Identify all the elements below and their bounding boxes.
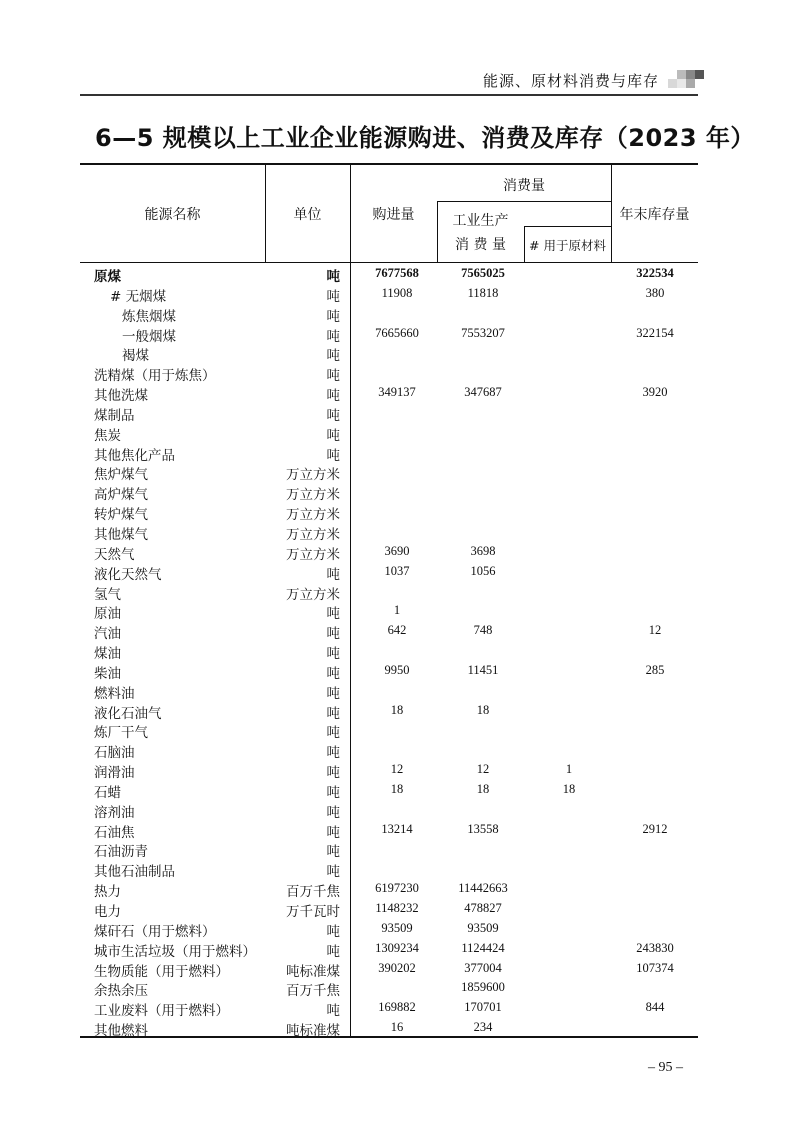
table-row [80,283,698,303]
unit-cell: 吨 [326,784,340,801]
energy-name-cell: 天然气 [94,546,135,563]
purchase-cell: 13214 [381,821,413,836]
table-row [80,303,698,323]
unit-cell: 吨 [326,606,340,623]
unit-cell: 吨 [326,269,340,285]
table-row [80,819,698,839]
table-row [80,858,698,881]
energy-name-cell: # 无烟煤 [110,288,167,305]
table-row [80,581,698,601]
unit-cell: 万立方米 [286,586,340,603]
table-row [80,739,698,762]
purchase-cell: 18 [390,781,404,796]
industrial-consumption-cell: 11818 [467,285,499,300]
inventory-cell: 3920 [642,385,668,400]
table-row [80,878,698,901]
unit-cell: 吨标准煤 [286,1023,340,1040]
energy-name-cell: 炼厂干气 [94,725,148,742]
header-raw-material: # 用于原材料 [529,238,606,253]
industrial-consumption-cell: 3698 [470,543,496,558]
unit-cell: 万立方米 [286,526,340,543]
industrial-consumption-cell: 13558 [467,821,499,836]
table-row [80,442,698,462]
table-row [80,898,698,918]
header-industrial-line2: 消 费 量 [455,237,506,253]
energy-name-cell: 热力 [94,884,121,901]
energy-name-cell: 溶剂油 [94,804,135,821]
inventory-cell: 2912 [642,821,668,836]
energy-name-cell: 生物质能（用于燃料） [94,963,229,980]
purchase-cell: 93509 [381,920,413,935]
unit-cell: 吨 [326,765,340,782]
purchase-cell: 642 [387,623,407,638]
industrial-consumption-cell: 1124424 [461,940,505,955]
unit-cell: 吨 [326,943,340,960]
unit-cell: 吨 [326,725,340,742]
unit-cell: 吨 [326,923,340,940]
energy-name-cell: 石脑油 [94,745,135,762]
unit-cell: 吨 [326,864,340,881]
energy-name-cell: 煤矸石（用于燃料） [94,923,216,940]
purchase-cell: 12 [390,762,404,777]
table-row [80,541,698,561]
energy-name-cell: 原油 [94,606,121,623]
purchase-cell: 3690 [384,543,410,558]
industrial-consumption-cell: 170701 [464,1000,502,1015]
header-purchase: 购进量 [372,207,415,223]
energy-name-cell: 其他洗煤 [94,388,148,405]
purchase-cell: 1309234 [375,940,419,955]
unit-cell: 万立方米 [286,546,340,563]
inventory-cell: 12 [648,623,662,638]
table-row [80,997,698,1020]
table-row [80,561,698,581]
table-row [80,481,698,504]
header-energy-name: 能源名称 [144,207,201,223]
raw-material-cell: 1 [565,762,573,777]
purchase-cell: 9950 [384,662,410,677]
energy-name-cell: 其他焦化产品 [94,447,175,464]
energy-name-cell: 城市生活垃圾（用于燃料） [94,943,256,960]
industrial-consumption-cell: 1859600 [461,980,505,995]
inventory-cell: 322154 [636,325,674,340]
industrial-consumption-cell: 12 [476,762,490,777]
energy-name-cell: 润滑油 [94,765,135,782]
industrial-consumption-cell: 11451 [467,662,499,677]
energy-name-cell: 石油沥青 [94,844,148,861]
purchase-cell: 390202 [378,960,416,975]
table-row [80,1017,698,1040]
table-row [80,719,698,742]
header-industrial-line1: 工业生产 [452,213,509,229]
energy-name-cell: 褐煤 [122,348,149,365]
table-body [80,263,698,1040]
energy-name-cell: 液化石油气 [94,705,162,722]
energy-name-cell: 其他燃料 [94,1023,148,1040]
unit-cell: 万千瓦时 [286,904,340,920]
purchase-cell: 7665660 [375,325,419,340]
table-row [80,640,698,663]
purchase-cell: 7677568 [375,266,419,280]
purchase-cell: 6197230 [375,881,419,896]
unit-cell: 吨 [326,705,340,722]
energy-name-cell: 其他煤气 [94,526,148,543]
header-rule [80,94,698,96]
purchase-cell: 16 [390,1020,404,1035]
table-row [80,620,698,643]
energy-name-cell: 原煤 [94,269,121,285]
unit-cell: 吨 [326,626,340,643]
inventory-cell: 107374 [636,960,674,975]
unit-cell: 吨 [326,407,340,424]
table-row [80,263,698,283]
industrial-consumption-cell: 7565025 [461,266,505,280]
energy-name-cell: 液化天然气 [94,566,162,583]
energy-name-cell: 石蜡 [94,784,121,801]
industrial-consumption-cell: 1056 [470,563,496,578]
industrial-consumption-cell: 347687 [464,385,502,400]
purchase-cell: 11908 [381,285,413,300]
page-number: – 95 – [648,1060,683,1075]
purchase-cell: 349137 [378,385,416,400]
energy-name-cell: 煤制品 [94,407,135,424]
industrial-consumption-cell: 18 [476,702,490,717]
energy-name-cell: 工业废料（用于燃料） [94,1003,229,1020]
unit-cell: 吨 [326,427,340,444]
unit-cell: 吨 [326,824,340,841]
energy-name-cell: 氢气 [94,586,121,603]
industrial-consumption-cell: 377004 [464,960,502,975]
unit-cell: 百万千焦 [286,983,340,1000]
energy-name-cell: 一般烟煤 [122,328,176,345]
table-row [80,461,698,484]
header-inventory: 年末库存量 [619,207,690,223]
table-row [80,799,698,819]
inventory-cell: 322534 [636,266,674,280]
page-title: 6—5 规模以上工业企业能源购进、消费及库存（2023 年） [95,124,755,152]
industrial-consumption-cell: 93509 [467,920,499,935]
energy-name-cell: 燃料油 [94,685,135,702]
table-row [80,680,698,700]
purchase-cell: 169882 [378,1000,416,1015]
unit-cell: 万立方米 [286,467,340,484]
unit-cell: 吨 [326,368,340,385]
decorative-squares-icon [668,70,702,90]
table-row [80,382,698,405]
unit-cell: 吨 [326,348,340,365]
table-top-rule [80,163,698,165]
industrial-consumption-cell: 11442663 [458,881,508,896]
purchase-cell: 1148232 [375,901,419,915]
energy-name-cell: 转炉煤气 [94,507,148,524]
unit-cell: 吨 [326,388,340,405]
industrial-consumption-cell: 18 [476,781,490,796]
table-row [80,362,698,385]
table-row [80,779,698,799]
energy-name-cell: 焦炉煤气 [94,467,148,484]
inventory-cell: 380 [645,285,665,300]
energy-name-cell: 洗精煤（用于炼焦） [94,368,216,385]
energy-name-cell: 柴油 [94,665,121,682]
table-row [80,521,698,541]
unit-cell: 吨 [326,844,340,861]
table-row [80,402,698,422]
unit-cell: 吨 [326,328,340,345]
unit-cell: 吨 [326,288,340,305]
energy-name-cell: 汽油 [94,626,121,643]
unit-cell: 百万千焦 [286,884,340,901]
purchase-cell: 1037 [384,563,410,578]
unit-cell: 吨 [326,685,340,702]
table-row [80,660,698,680]
table-row [80,977,698,1000]
unit-cell: 吨标准煤 [286,963,340,980]
unit-cell: 吨 [326,665,340,682]
table-row [80,323,698,343]
energy-name-cell: 石油焦 [94,824,135,841]
unit-cell: 吨 [326,745,340,762]
energy-name-cell: 炼焦烟煤 [122,308,176,325]
energy-name-cell: 煤油 [94,646,121,663]
unit-cell: 吨 [326,804,340,821]
purchase-cell: 18 [390,702,404,717]
header-sub-rule [524,226,611,227]
industrial-consumption-cell: 234 [473,1020,493,1035]
table-row [80,938,698,958]
table-row [80,422,698,442]
inventory-cell: 844 [645,1000,665,1015]
energy-name-cell: 焦炭 [94,427,121,444]
header-consumption: 消费量 [503,178,545,194]
energy-name-cell: 其他石油制品 [94,864,175,881]
industrial-consumption-cell: 478827 [464,901,502,915]
unit-cell: 吨 [326,1003,340,1020]
unit-cell: 万立方米 [286,487,340,504]
table-row [80,600,698,623]
energy-name-cell: 余热余压 [94,983,148,1000]
energy-name-cell: 电力 [94,904,121,920]
table-row [80,838,698,861]
unit-cell: 吨 [326,308,340,325]
table-row [80,342,698,365]
industrial-consumption-cell: 748 [473,623,493,638]
table-row [80,501,698,524]
unit-cell: 万立方米 [286,507,340,524]
unit-cell: 吨 [326,646,340,663]
table-row [80,918,698,938]
header-sub-rule [437,201,611,202]
header-unit: 单位 [293,207,322,223]
inventory-cell: 285 [645,662,665,677]
table-row [80,700,698,720]
table-row [80,958,698,978]
table-row [80,759,698,782]
industrial-consumption-cell: 7553207 [461,325,505,340]
inventory-cell: 243830 [636,940,674,955]
energy-name-cell: 高炉煤气 [94,487,148,504]
unit-cell: 吨 [326,566,340,583]
unit-cell: 吨 [326,447,340,464]
purchase-cell: 1 [393,603,401,618]
running-head: 能源、原材料消费与库存 [482,72,659,90]
raw-material-cell: 18 [562,781,576,796]
